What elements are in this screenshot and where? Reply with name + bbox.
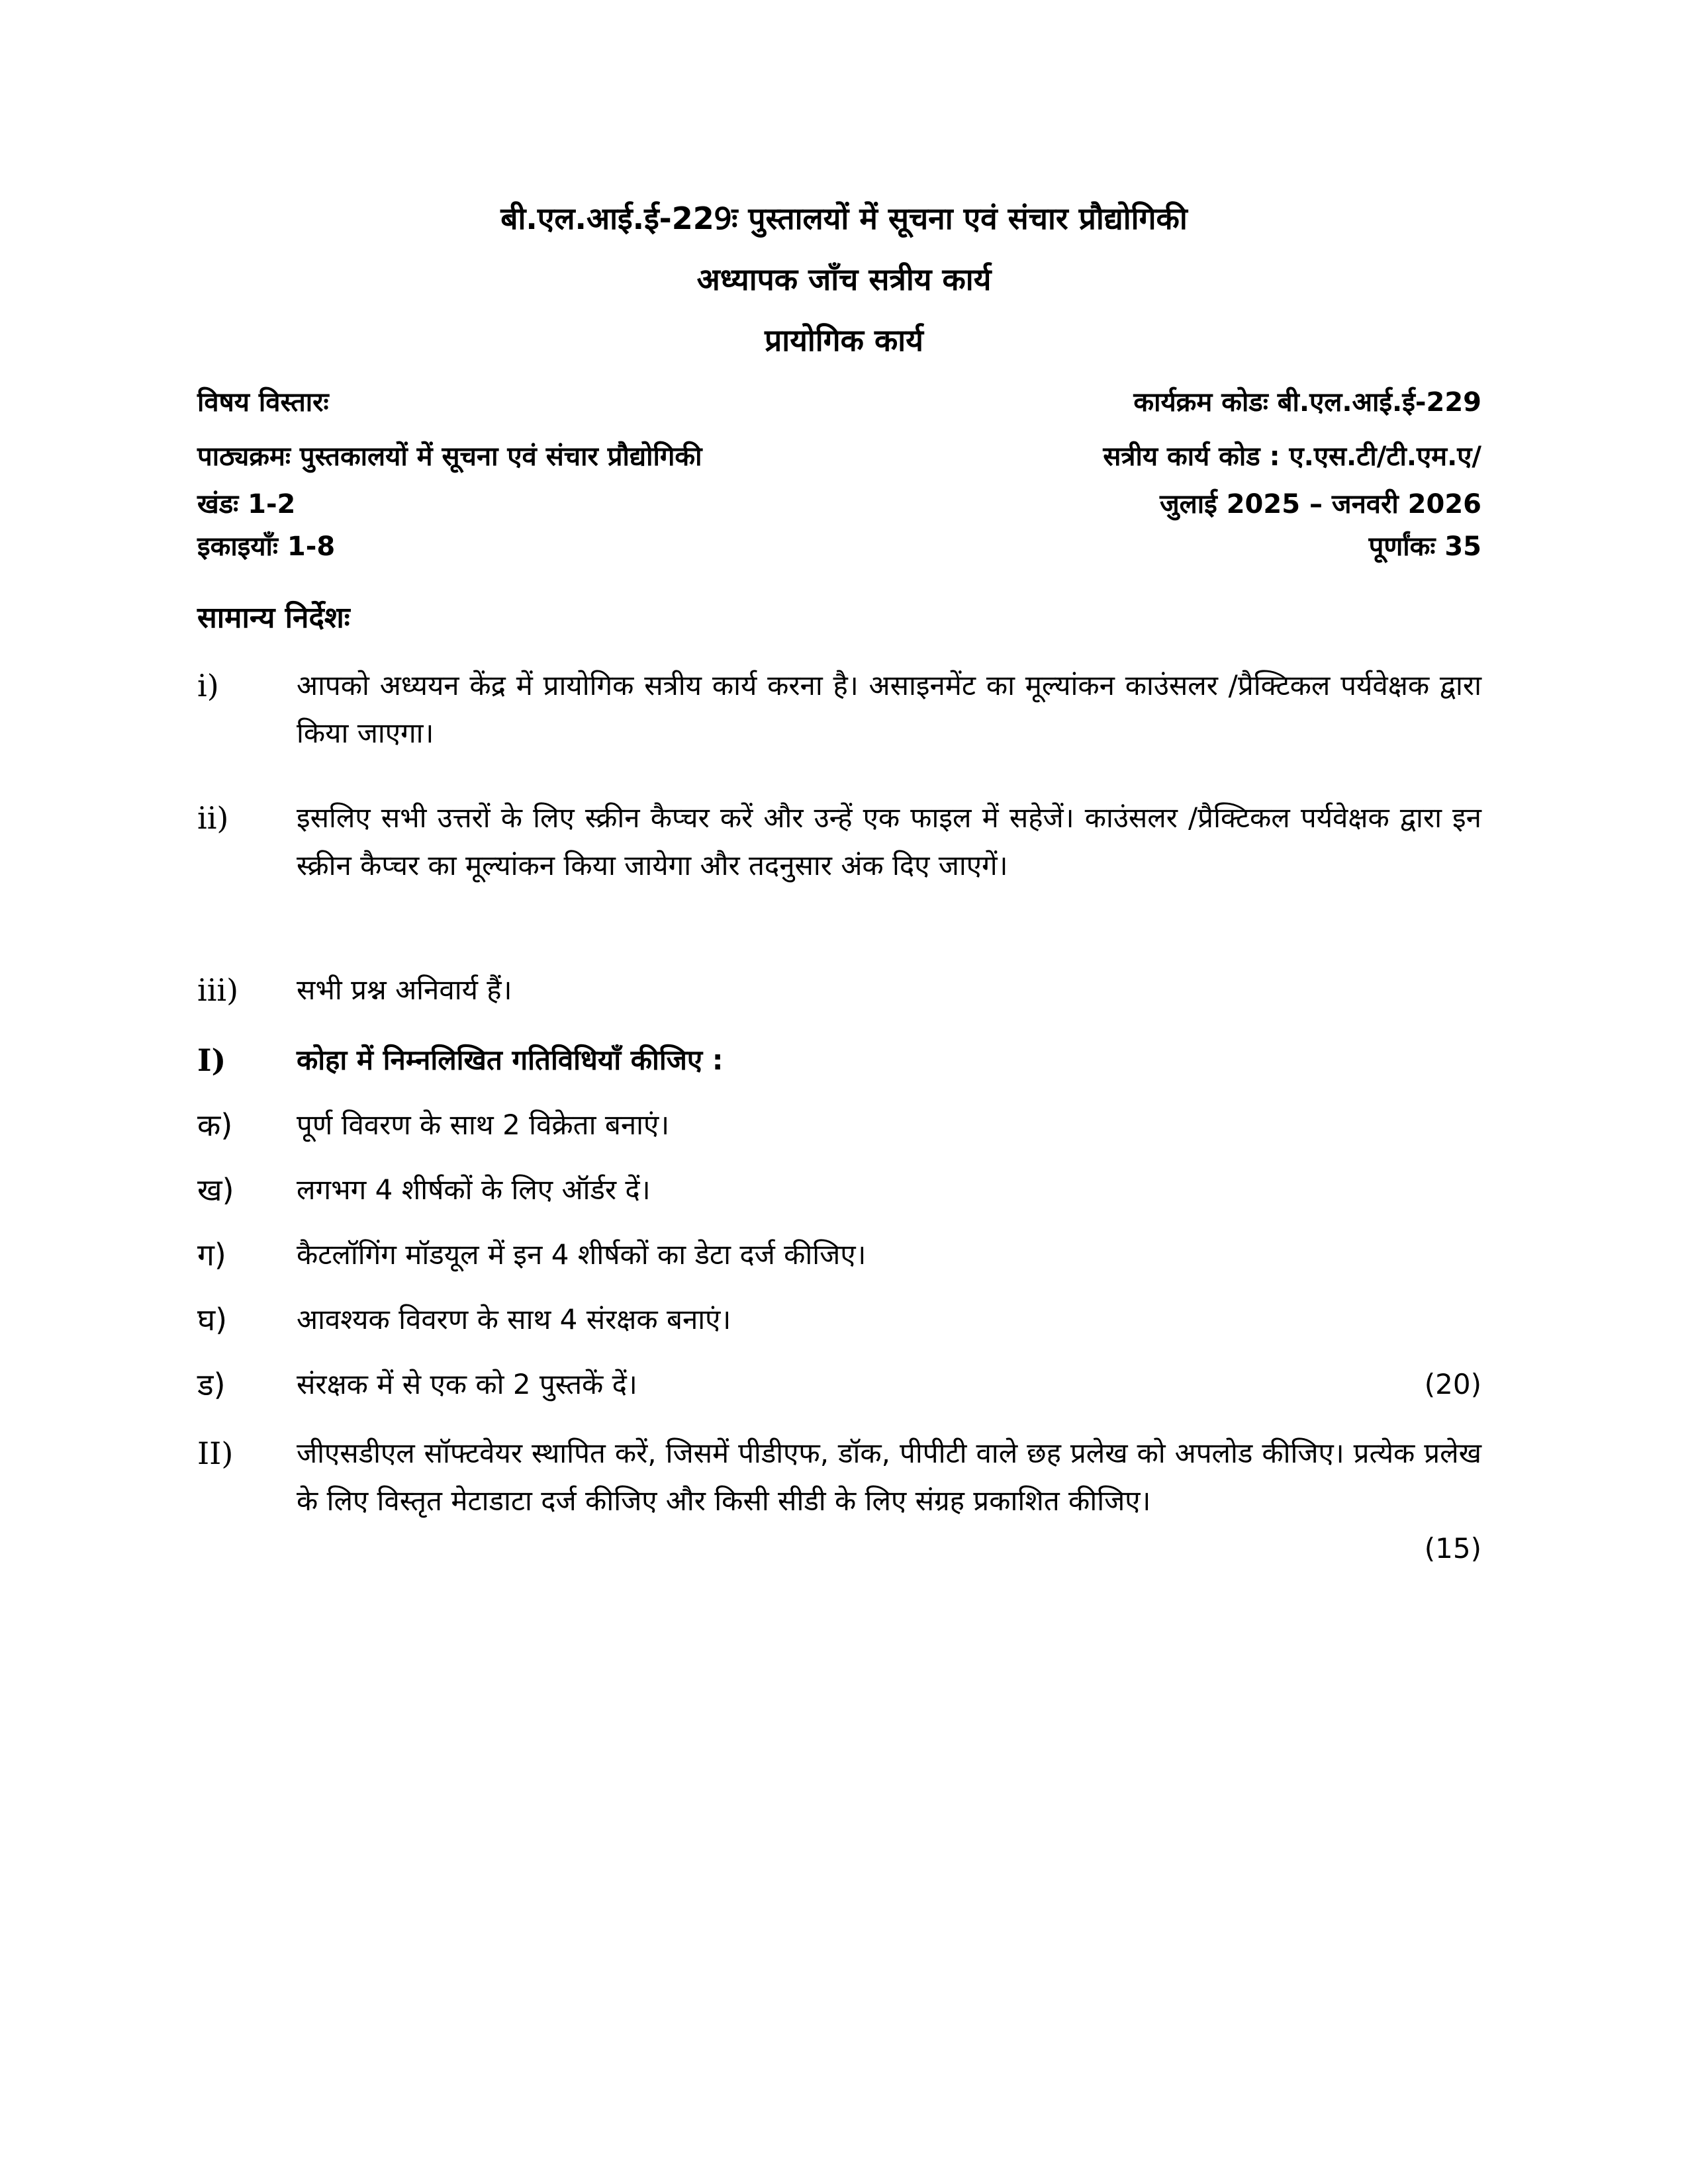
sub-question-text: लगभग 4 शीर्षकों के लिए ऑर्डर दें। (297, 1173, 651, 1206)
sub-question-text: आवश्यक विवरण के साथ 4 संरक्षक बनाएं। (297, 1303, 731, 1336)
instruction-marker: i) (197, 668, 219, 704)
instruction-marker: ii) (197, 800, 229, 836)
instruction-text: सभी प्रश्न अनिवार्य हैं। (297, 974, 512, 1006)
course-title: बी.एल.आई.ई-229ः पुस्तालयों में सूचना एवं संचार प्रौद्योगिकी (500, 201, 1188, 236)
sub-question-marker: क) (197, 1107, 233, 1143)
subject-details-label: विषय विस्तारः (197, 387, 329, 418)
practical-work-title: प्रायोगिक कार्य (765, 322, 923, 358)
sub-question-marker: ख) (197, 1172, 234, 1208)
sub-question-text: संरक्षक में से एक को 2 पुस्तकें दें। (297, 1368, 637, 1400)
sub-question-marker: ड) (197, 1367, 226, 1402)
sub-question-text: कैटलॉगिंग मॉडयूल में इन 4 शीर्षकों का डेटा दर्ज कीजिए। (297, 1238, 867, 1271)
instruction-text: आपको अध्ययन केंद्र में प्रायोगिक सत्रीय कार्य करना है। असाइनमेंट का मूल्यांकन काउंसलर /प्रैक्टिकल पर्यवेक्षक द्वारा किया जाएगा। (297, 669, 1481, 749)
maximum-marks: पूर्णांकः 35 (1368, 531, 1481, 562)
instruction-marker: iii) (197, 972, 239, 1008)
course-name: पाठ्यक्रमः पुस्तकालयों में सूचना एवं संचार प्रौद्योगिकी (197, 441, 702, 472)
sub-question-marker: घ) (197, 1302, 228, 1338)
general-instructions-heading: सामान्य निर्देशः (197, 601, 350, 635)
sub-question-text: पूर्ण विवरण के साथ 2 विक्रेता बनाएं। (297, 1109, 670, 1141)
assignment-code: सत्रीय कार्य कोड : ए.एस.टी/टी.एम.ए/ (1103, 441, 1481, 472)
units-range: इकाइयाँः 1-8 (197, 531, 336, 562)
question-2-marks: (15) (1424, 1532, 1481, 1565)
question-2-text: जीएसडीएल सॉफ्टवेयर स्थापित करें, जिसमें पीडीएफ, डॉक, पीपीटी वाले छह प्रलेख को अपलोड कीजिए। प्रत्येक प्रलेख के लिए विस्तृत मेटाडाटा दर्ज कीजिए और किसी सीडी के लिए संग्रह प्रकाशित कीजिए। (297, 1437, 1481, 1517)
instruction-text: इसलिए सभी उत्तरों के लिए स्क्रीन कैप्चर करें और उन्हें एक फाइल में सहेजें। काउंसलर /प्रैक्टिकल पर्यवेक्षक द्वारा इन स्क्रीन कैप्चर का मूल्यांकन किया जायेगा और तदनुसार अंक दिए जाएगें। (297, 801, 1481, 882)
question-2-marker: II) (197, 1435, 234, 1471)
question-1-marker: I) (197, 1042, 226, 1078)
assignment-type-title: अध्यापक जाँच सत्रीय कार्य (696, 261, 992, 297)
session-period: जुलाई 2025 – जनवरी 2026 (1160, 489, 1481, 520)
question-1-marks: (20) (1424, 1368, 1481, 1400)
sub-question-marker: ग) (197, 1237, 226, 1273)
program-code: कार्यक्रम कोडः बी.एल.आई.ई-229 (1133, 387, 1481, 418)
question-1-heading: कोहा में निम्नलिखित गतिविधियाँ कीजिए : (297, 1044, 724, 1076)
block-number: खंडः 1-2 (197, 489, 296, 520)
